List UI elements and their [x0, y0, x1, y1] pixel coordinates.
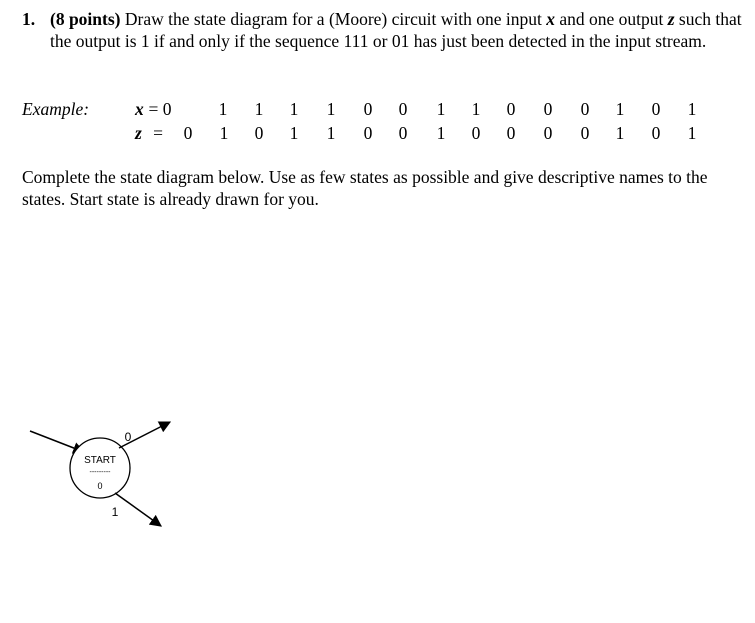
- z-sequence-value: 1: [436, 123, 446, 143]
- z-sequence-value: 0: [254, 123, 264, 143]
- x-sequence-value: 1: [326, 99, 336, 119]
- start-state-output: 0: [97, 481, 103, 491]
- edge-0-label: 0: [124, 430, 132, 444]
- z-sequence-value: 0: [580, 123, 590, 143]
- z-sequence-value: =: [153, 123, 163, 143]
- x-sequence-value: 1: [218, 99, 228, 119]
- z-sequence-value: 1: [615, 123, 625, 143]
- x-sequence-value: 0: [398, 99, 408, 119]
- problem-text-c: such that the output is 1 if and only if the sequence 111 or 01 has just been detected in the input stream.: [50, 9, 742, 51]
- z-sequence-value: 0: [398, 123, 408, 143]
- z-sequence-value: 0: [183, 123, 193, 143]
- start-state-divider: ---------: [89, 469, 111, 476]
- problem-text-a: Draw the state diagram for a (Moore) circuit with one input: [120, 9, 547, 29]
- z-sequence-value: 1: [289, 123, 299, 143]
- problem-number: 1.: [22, 9, 36, 29]
- x-sequence-value: 1: [471, 99, 481, 119]
- problem-points: (8 points): [50, 9, 121, 29]
- edge-1-label: 1: [111, 505, 119, 519]
- x-sequence-value: 0: [506, 99, 516, 119]
- input-variable: x: [546, 9, 555, 29]
- x-sequence-value: 0: [363, 99, 373, 119]
- x-sequence-value: 1: [615, 99, 625, 119]
- example-z-label: z: [135, 123, 142, 143]
- output-variable: z: [667, 9, 675, 29]
- x-sequence-value: 1: [436, 99, 446, 119]
- z-sequence-value: 1: [687, 123, 697, 143]
- z-sequence-value: 0: [543, 123, 553, 143]
- example-x-label: x: [135, 99, 144, 119]
- z-sequence-value: 0: [506, 123, 516, 143]
- example-label: Example:: [22, 99, 90, 119]
- instructions: Complete the state diagram below. Use as few states as possible and give descriptive names to the states. Start state is already drawn for you.: [22, 167, 708, 209]
- z-sequence-value: 1: [326, 123, 336, 143]
- z-sequence-value: 0: [363, 123, 373, 143]
- x-sequence-value: 1: [254, 99, 264, 119]
- start-state-name: START: [84, 455, 116, 466]
- x-sequence-value: 1: [687, 99, 697, 119]
- z-sequence-value: 0: [471, 123, 481, 143]
- x-sequence-value: 0: [651, 99, 661, 119]
- edge-1-arrow: [115, 493, 161, 526]
- z-sequence-value: 0: [651, 123, 661, 143]
- x-sequence-value: = 0: [148, 99, 172, 119]
- x-sequence-value: 0: [543, 99, 553, 119]
- x-sequence-value: 1: [289, 99, 299, 119]
- z-sequence-value: 1: [219, 123, 229, 143]
- start-entry-arrow: [30, 431, 84, 452]
- problem-text-b: and one output: [554, 9, 668, 29]
- x-sequence-value: 0: [580, 99, 590, 119]
